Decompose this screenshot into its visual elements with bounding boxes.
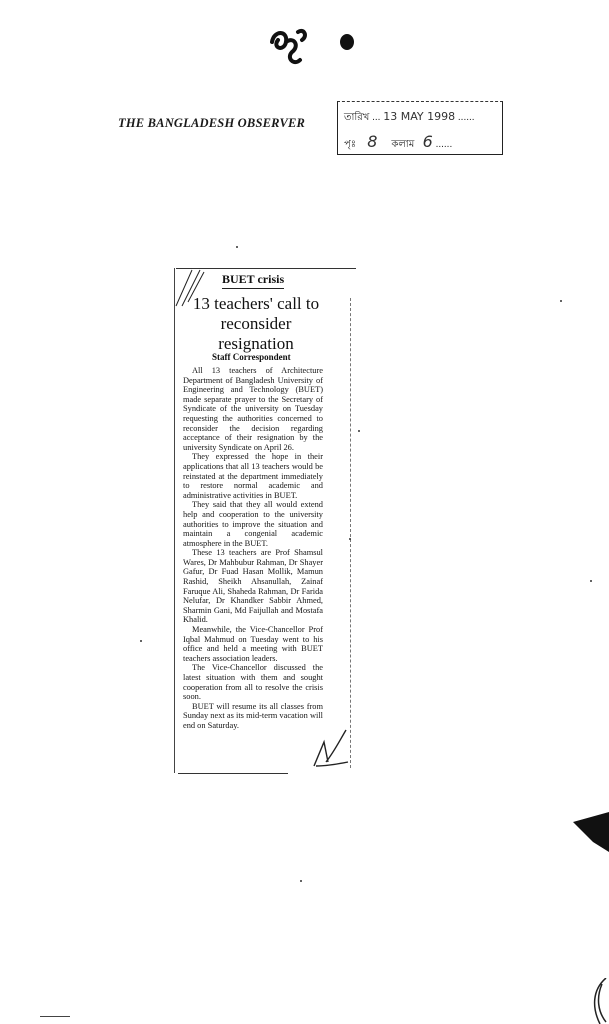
article-paragraph: These 13 teachers are Prof Shamsul Wares, Dr Mahbubur Rahman, Dr Shayer Gafur, Dr Fuad Hasan Mollik, Mamun Rashid, Sheikh Ahsanullah, Zainaf Faruque Ali, Shaheda Rahman, Dr Farida Nelufar, Dr Khandker Sabbir Ahmed, Sharmin Gani, Md Faijullah and Mostafa Khalid. xyxy=(183,548,323,625)
page-corner-scribble xyxy=(588,978,609,1024)
article-paragraph: The Vice-Chancellor discussed the latest situation with them and sought cooperation from all to resolve the crisis soon. xyxy=(183,663,323,702)
page-edge-blot xyxy=(573,812,609,852)
scan-speck xyxy=(590,580,592,582)
article-paragraph: They said that they all would extend help and cooperation to the university authorities to improve the situation and maintain a congenial academic atmosphere in the BUET. xyxy=(183,500,323,548)
bottom-ink-stroke xyxy=(40,1016,70,1017)
scan-speck xyxy=(560,300,562,302)
article-kicker: BUET crisis xyxy=(222,272,284,289)
date-stamp: তারিখ ... 13 MAY 1998 ...... পৃঃ 8 কলাম 6 ...... xyxy=(337,101,503,155)
news-clipping xyxy=(180,268,330,773)
stamp-date-label: তারিখ ... xyxy=(344,112,381,123)
stamp-date-value: 13 MAY 1998 xyxy=(383,110,456,123)
stamp-column-label: কলাম xyxy=(391,139,415,150)
scan-speck xyxy=(358,430,360,432)
article-body xyxy=(183,366,323,731)
article-paragraph: Meanwhile, the Vice-Chancellor Prof Iqbal Mahmud on Tuesday went to his office and held a meeting with BUET teachers association leaders. xyxy=(183,625,323,663)
ink-dot xyxy=(340,34,354,50)
stamp-column-value: 6 xyxy=(422,132,433,151)
scan-speck xyxy=(236,246,238,248)
article-byline: Staff Correspondent xyxy=(212,352,291,362)
scan-speck xyxy=(349,538,351,540)
clipping-bottom-edge xyxy=(178,773,288,774)
clipping-left-edge xyxy=(174,268,175,773)
clipping-right-edge xyxy=(350,298,351,768)
stamp-page-label: পৃঃ xyxy=(344,139,357,150)
article-paragraph: BUET will resume its all classes from Sunday next as its mid-term vacation will end on Saturday. xyxy=(183,701,323,730)
scan-speck xyxy=(140,640,142,642)
scan-speck xyxy=(300,880,302,882)
handwritten-initial-mark xyxy=(310,722,350,772)
newspaper-masthead: THE BANGLADESH OBSERVER xyxy=(118,116,306,130)
article-paragraph: All 13 teachers of Architecture Department of Bangladesh University of Engineering and Technology (BUET) made separate prayer to the Secretary of Syndicate of the university on Tuesday requesting the authorities concerned to reconsider the decision regarding acceptance of their resignation by the university Syndicate on April 26. xyxy=(183,366,323,452)
article-headline: 13 teachers' call to reconsider resignation xyxy=(192,294,320,353)
handwritten-om-symbol xyxy=(264,22,314,72)
stamp-page-value: 8 xyxy=(367,132,378,151)
article-paragraph: They expressed the hope in their applications that all 13 teachers would be reinstated at the department immediately to restore normal academic and administrative activities in BUET. xyxy=(183,452,323,500)
